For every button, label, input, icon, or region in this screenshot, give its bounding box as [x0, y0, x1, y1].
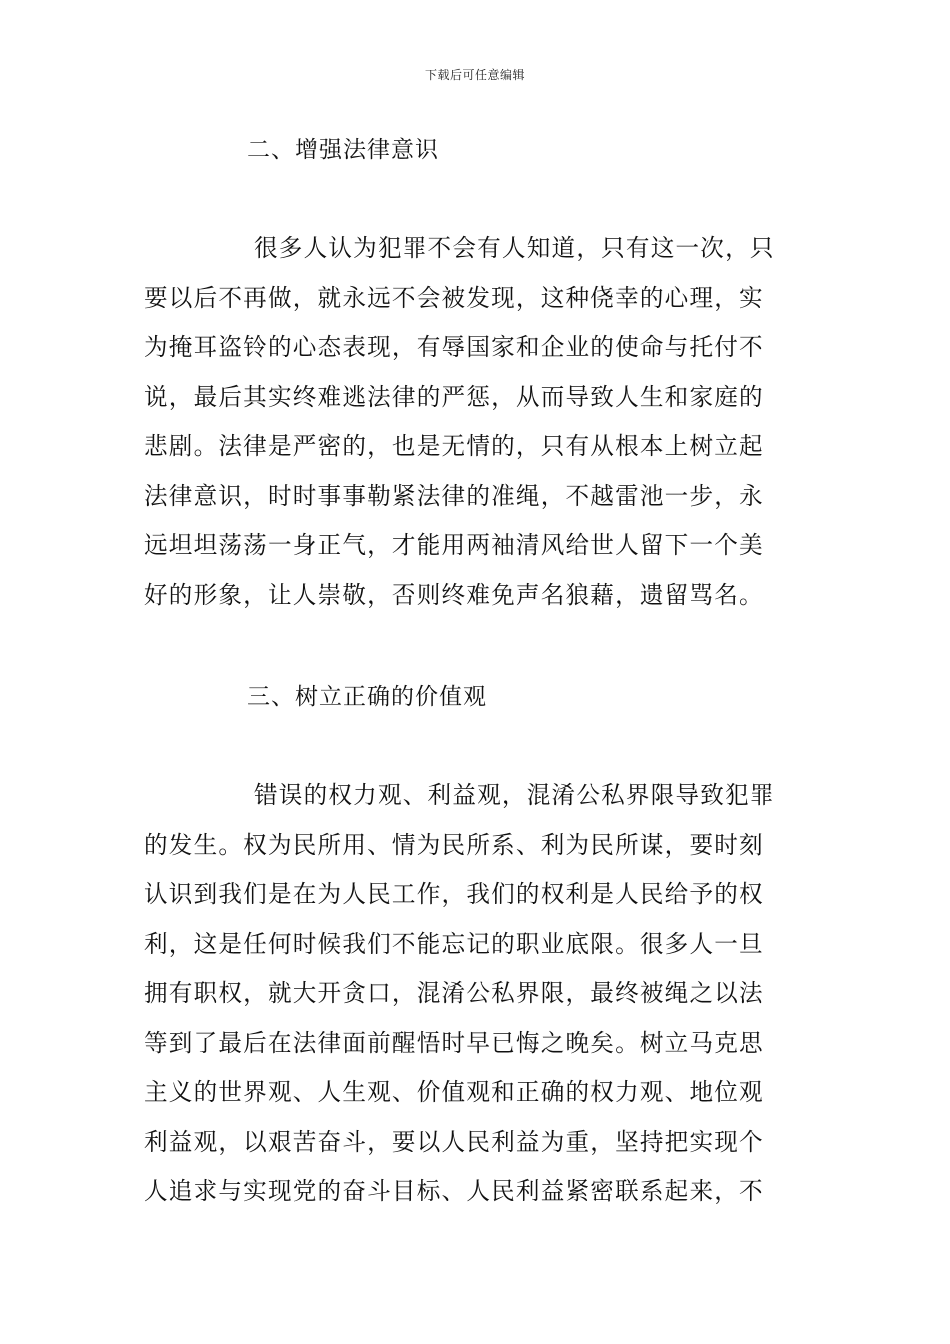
paragraph-line: 主义的世界观、人生观、价值观和正确的权力观、地位观 [144, 1078, 764, 1106]
paragraph-line: 很多人认为犯罪不会有人知道，只有这一次，只 [254, 234, 775, 262]
paragraph-line: 利益观，以艰苦奋斗，要以人民利益为重，坚持把实现个 [144, 1127, 764, 1156]
paragraph-legal-awareness [144, 224, 814, 620]
section-heading-legal-awareness: 二、增强法律意识 [247, 137, 439, 163]
paragraph-line: 错误的权力观、利益观，混淆公私界限导致犯罪 [254, 781, 775, 809]
page-header: 下载后可任意编辑 [424, 68, 525, 82]
paragraph-line: 的发生。权为民所用、情为民所系、利为民所谋，要时刻 [144, 830, 764, 859]
section-heading-correct-values: 三、树立正确的价值观 [247, 684, 487, 710]
paragraph-line: 拥有职权，就大开贪口，混淆公私界限，最终被绳之以法 [144, 979, 764, 1007]
paragraph-line: 人追求与实现党的奋斗目标、人民利益紧密联系起来，不 [144, 1177, 764, 1205]
paragraph-line: 利，这是任何时候我们不能忘记的职业底限。很多人一旦 [144, 929, 764, 958]
paragraph-line: 等到了最后在法律面前醒悟时早已悔之晚矣。树立马克思 [144, 1028, 764, 1057]
paragraph-line: 远坦坦荡荡一身正气，才能用两袖清风给世人留下一个美 [144, 531, 764, 559]
paragraph-line: 悲剧。法律是严密的，也是无情的，只有从根本上树立起 [144, 432, 764, 460]
paragraph-line: 好的形象，让人崇敬，否则终难免声名狼藉，遗留骂名。 [144, 580, 764, 609]
paragraph-line: 要以后不再做，就永远不会被发现，这种侥幸的心理，实 [144, 283, 764, 312]
paragraph-line: 说，最后其实终难逃法律的严惩，从而导致人生和家庭的 [144, 382, 764, 411]
paragraph-line: 法律意识，时时事事勒紧法律的准绳，不越雷池一步，永 [144, 481, 764, 510]
paragraph-line: 为掩耳盗铃的心态表现，有辱国家和企业的使命与托付不 [144, 333, 764, 361]
paragraph-line: 认识到我们是在为人民工作，我们的权利是人民给予的权 [144, 880, 764, 908]
paragraph-correct-values [144, 771, 814, 1217]
